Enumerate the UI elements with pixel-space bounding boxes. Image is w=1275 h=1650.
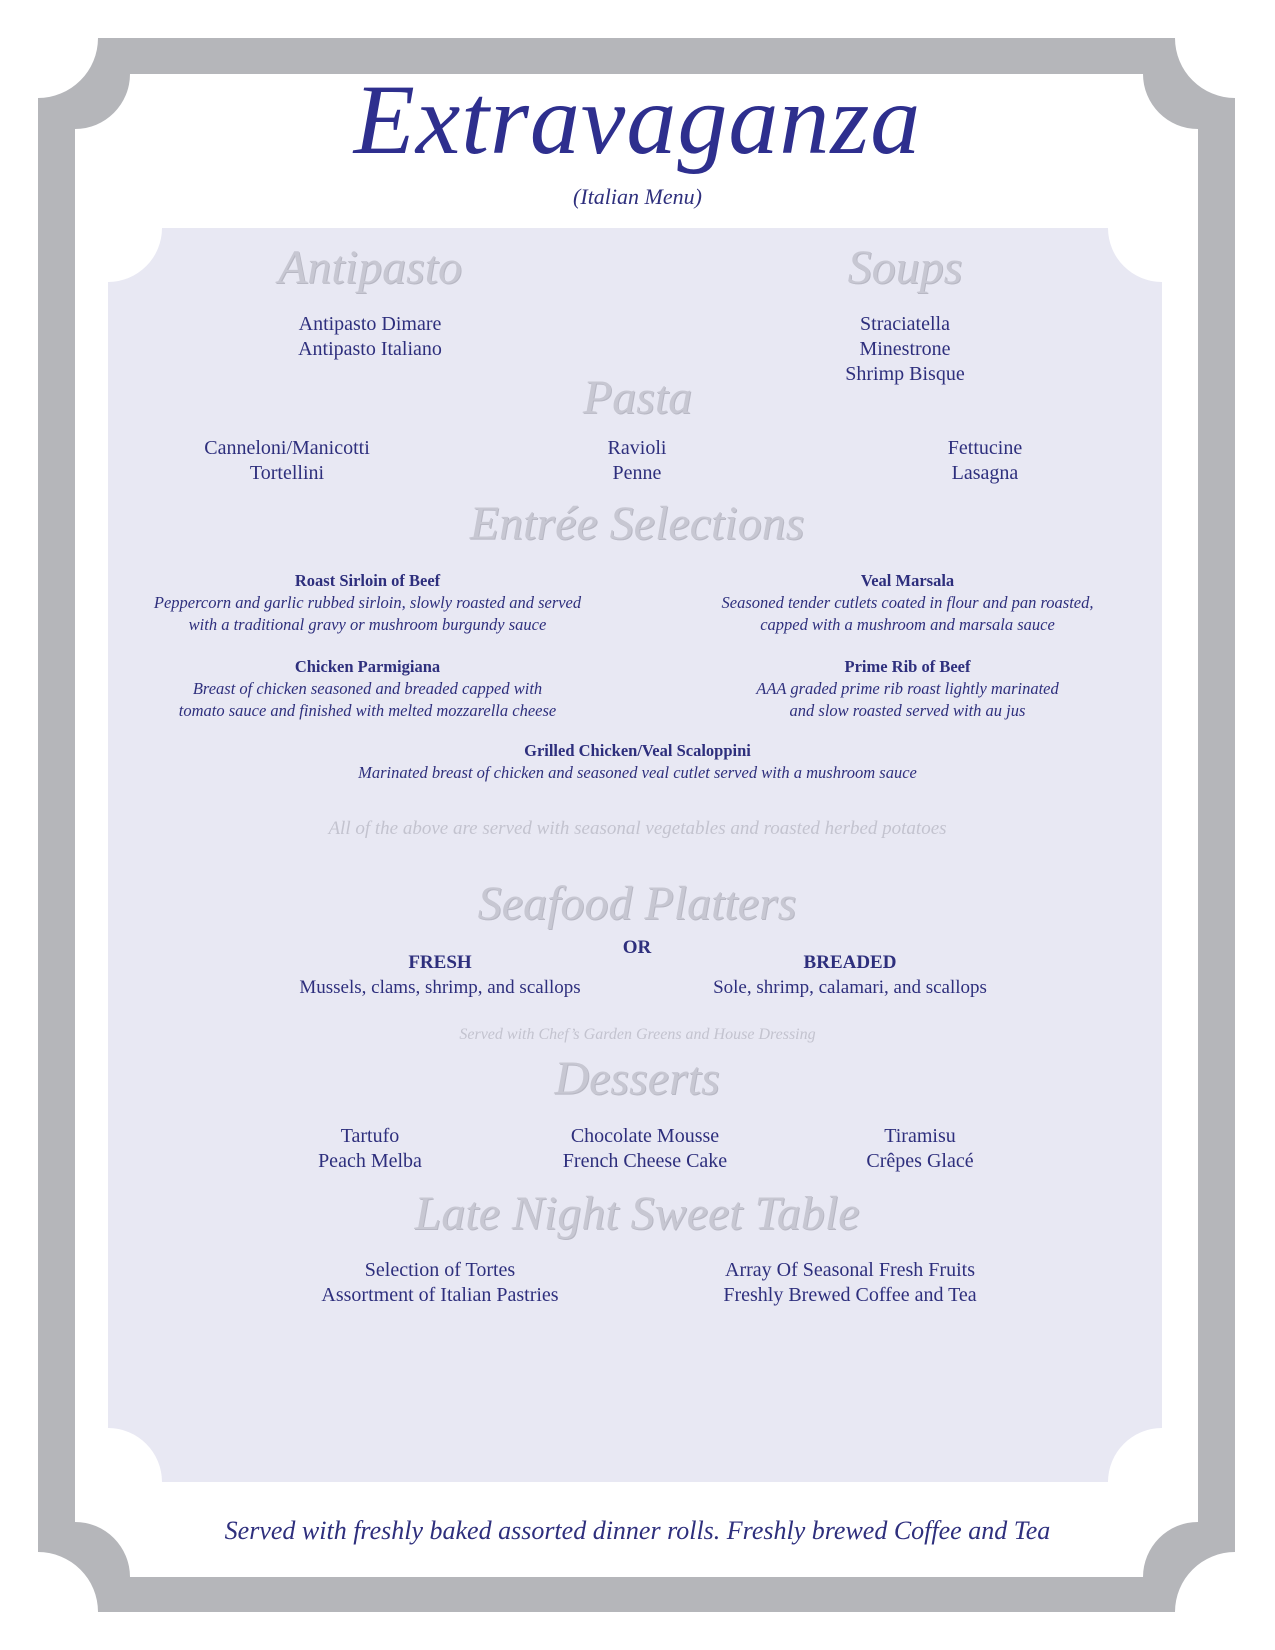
entree-description: Seasoned tender cutlets coated in flour and pan roasted,	[721, 593, 1094, 612]
list-item: Tortellini	[249, 462, 325, 484]
entree-item	[640, 569, 1175, 636]
antipasto-heading: Antipasto	[277, 241, 462, 294]
entree-description: and slow roasted served with au jus	[789, 701, 1026, 720]
desserts-column	[220, 1124, 520, 1174]
soups-list	[755, 312, 1055, 387]
entree-item	[100, 655, 635, 722]
list-item: Array Of Seasonal Fresh Fruits	[725, 1259, 975, 1281]
entree-description: tomato sauce and finished with melted mozzarella cheese	[178, 701, 557, 720]
desserts-heading: Desserts	[554, 1052, 720, 1105]
pasta-column	[487, 436, 787, 486]
entrees-heading: Entrée Selections	[469, 497, 805, 550]
antipasto-list	[220, 312, 520, 362]
list-item: French Cheese Cake	[562, 1150, 728, 1172]
entree-description: with a traditional gravy or mushroom burgundy sauce	[188, 615, 547, 634]
sweet-table-column	[650, 1258, 1050, 1308]
list-item: Tartufo	[340, 1125, 400, 1147]
entree-name: Prime Rib of Beef	[844, 657, 971, 676]
list-item: Peach Melba	[318, 1150, 422, 1172]
list-item: Crêpes Glacé	[866, 1150, 974, 1172]
list-item: Selection of Tortes	[364, 1259, 516, 1281]
entree-item	[100, 569, 635, 636]
entree-description: Marinated breast of chicken and seasoned veal cutlet served with a mushroom sauce	[358, 763, 917, 782]
list-item: Tiramisu	[884, 1125, 956, 1147]
entree-description: AAA graded prime rib roast lightly marinated	[756, 679, 1059, 698]
entree-description: Breast of chicken seasoned and breaded capped with	[192, 679, 543, 698]
entree-name: Veal Marsala	[860, 571, 955, 590]
pasta-heading: Pasta	[582, 371, 693, 424]
seafood-or-label: OR	[622, 937, 652, 958]
entree-description: Peppercorn and garlic rubbed sirloin, slowly roasted and served	[153, 593, 582, 612]
list-item: Fettucine	[947, 437, 1023, 459]
desserts-column	[770, 1124, 1070, 1174]
list-item: Freshly Brewed Coffee and Tea	[723, 1284, 977, 1306]
list-item: Chocolate Mousse	[570, 1125, 720, 1147]
seafood-heading: Seafood Platters	[477, 877, 797, 930]
seafood-breaded-items: Sole, shrimp, calamari, and scallops	[713, 977, 987, 998]
soups-heading: Soups	[847, 241, 963, 294]
seafood-breaded	[650, 950, 1050, 1000]
list-item: Canneloni/Manicotti	[204, 437, 370, 459]
entree-description: capped with a mushroom and marsala sauce	[760, 615, 1055, 634]
list-item: Assortment of Italian Pastries	[321, 1284, 559, 1306]
pasta-column	[835, 436, 1135, 486]
list-item: Shrimp Bisque	[845, 363, 965, 385]
seafood-fresh-label: FRESH	[408, 952, 472, 973]
list-item: Ravioli	[607, 437, 667, 459]
pasta-column	[137, 436, 437, 486]
list-item: Penne	[612, 462, 662, 484]
menu-title: Extravaganza	[353, 64, 922, 175]
menu-footer: Served with freshly baked assorted dinner rolls. Freshly brewed Coffee and Tea	[224, 1516, 1051, 1545]
entrees-note: All of the above are served with seasonal vegetables and roasted herbed potatoes	[328, 818, 947, 839]
entree-item	[200, 739, 1075, 784]
desserts-column	[495, 1124, 795, 1174]
entree-name: Roast Sirloin of Beef	[294, 571, 441, 590]
sweet-table-column	[240, 1258, 640, 1308]
list-item: Straciatella	[860, 313, 950, 335]
entree-name: Grilled Chicken/Veal Scaloppini	[524, 741, 751, 760]
entree-item	[640, 655, 1175, 722]
menu-subtitle: (Italian Menu)	[573, 184, 702, 209]
list-item: Lasagna	[951, 462, 1019, 484]
list-item: Antipasto Dimare	[298, 313, 442, 335]
list-item: Antipasto Italiano	[298, 338, 442, 360]
seafood-fresh-items: Mussels, clams, shrimp, and scallops	[299, 977, 581, 998]
list-item: Minestrone	[859, 338, 951, 360]
seafood-fresh	[240, 950, 640, 1000]
seafood-breaded-label: BREADED	[803, 952, 897, 973]
sweet-table-heading: Late Night Sweet Table	[414, 1187, 860, 1240]
entree-name: Chicken Parmigiana	[294, 657, 441, 676]
seafood-note: Served with Chef’s Garden Greens and House Dressing	[459, 1026, 816, 1043]
